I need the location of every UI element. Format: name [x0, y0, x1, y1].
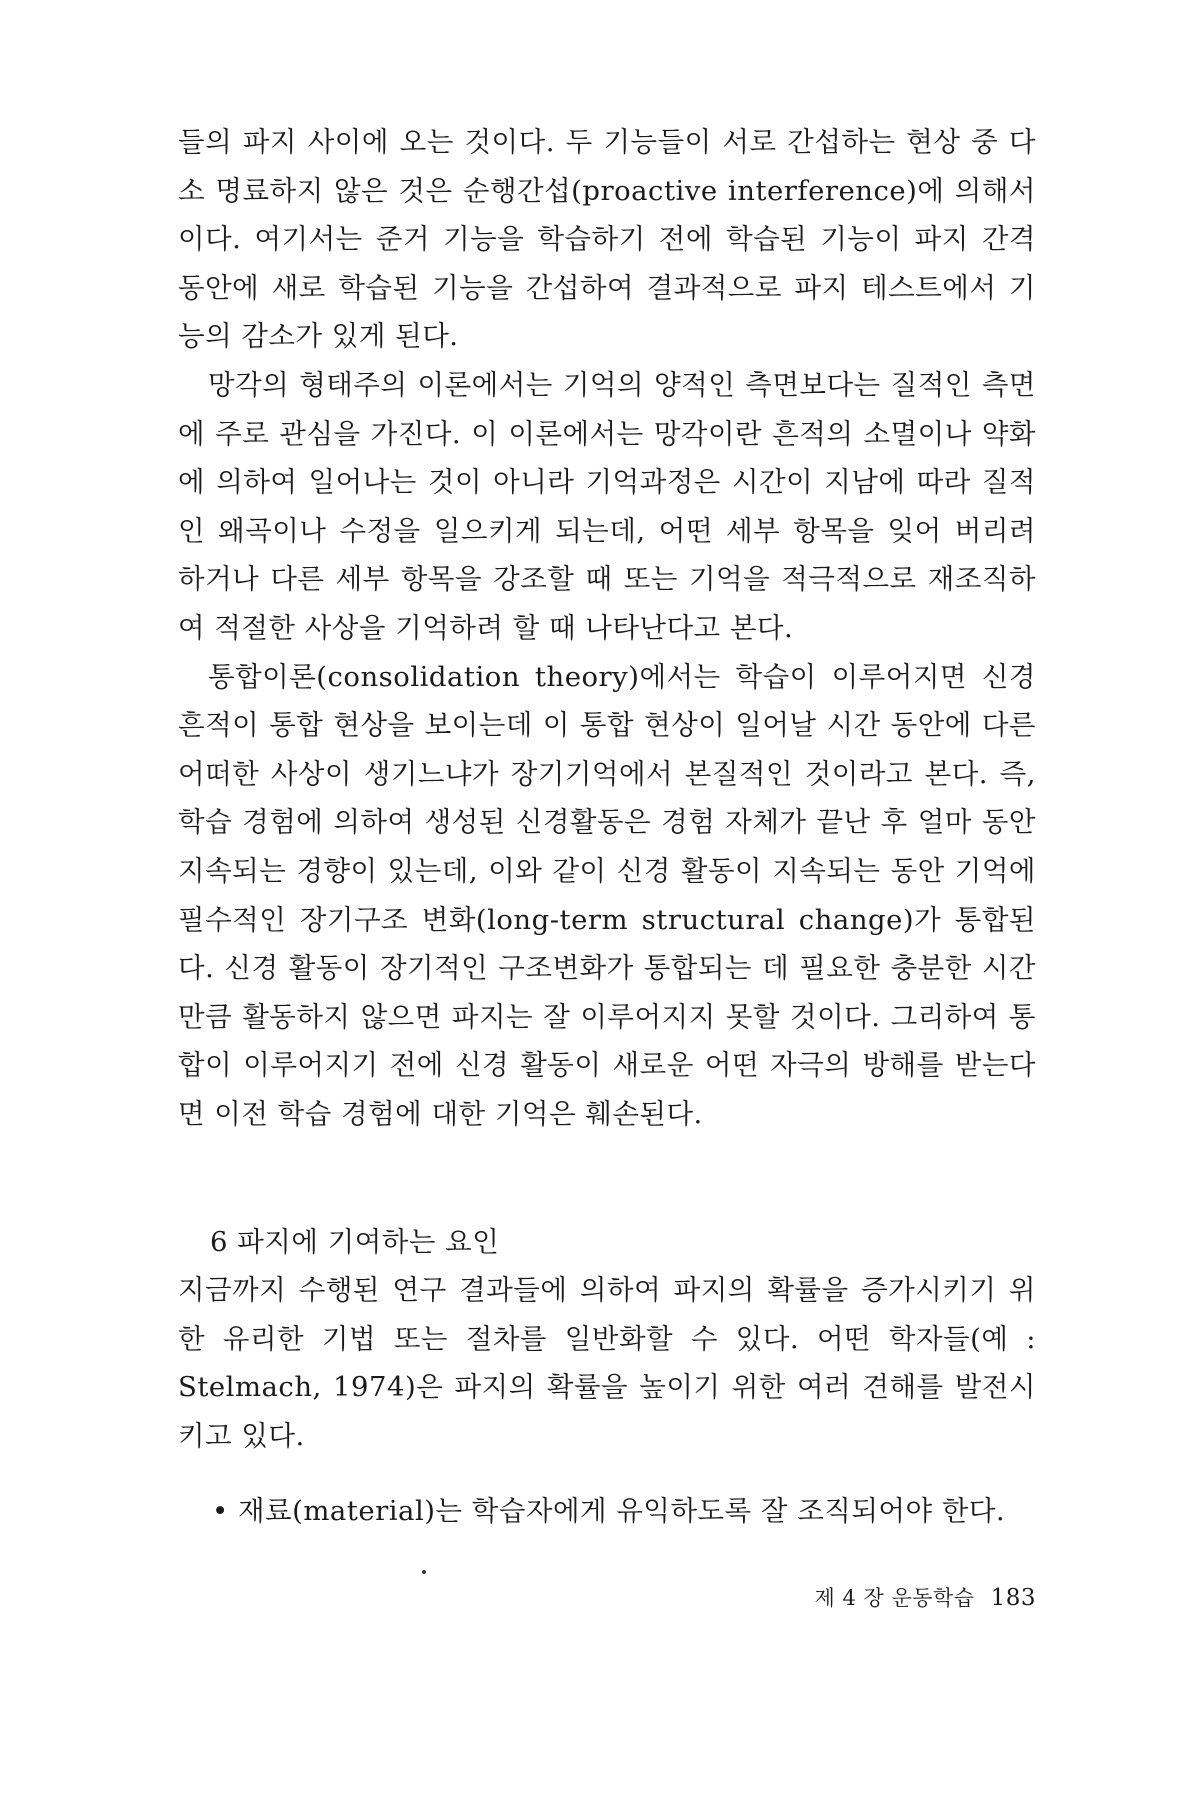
- paragraph-interference-continuation: 들의 파지 사이에 오는 것이다. 두 기능들이 서로 간섭하는 현상 중 다소 명료하지 않은 것은 순행간섭(proactive interference)에 의해서이다. 여기서는 준거 기능을 학습하기 전에 학습된 기능이 파지 간격 동안에 새로 학습된 기능을 간섭하여 결과적으로 파지 테스트에서 기능의 감소가 있게 된다.: [178, 126, 1036, 353]
- stray-ink-dot: [422, 1570, 426, 1574]
- paragraph-consolidation-theory: 통합이론(consolidation theory)에서는 학습이 이루어지면 신경 흔적이 통합 현상을 보이는데 이 통합 현상이 일어날 시간 동안에 다른 어떠한 사상이 생기느냐가 장기기억에서 본질적인 것이라고 본다. 즉, 학습 경험에 의하여 생성된 신경활동은 경험 자체가 끝난 후 얼마 동안 지속되는 경향이 있는데, 이와 같이 신경 활동이 지속되는 동안 기억에 필수적인 장기구조 변화(long-term structural change)가 통합된다. 신경 활동이 장기적인 구조변화가 통합되는 데 필요한 충분한 시간만큼 활동하지 않으면 파지는 잘 이루어지지 못할 것이다. 그리하여 통합이 이루어지기 전에 신경 활동이 새로운 어떤 자극의 방해를 받는다면 이전 학습 경험에 대한 기억은 훼손된다.: [178, 660, 1036, 1130]
- page-footer: [814, 1583, 1036, 1613]
- main-body-text: [178, 118, 1036, 1138]
- page-number: 183: [990, 1585, 1036, 1611]
- section-heading: 6 파지에 기여하는 요인: [210, 1226, 500, 1258]
- bullet-item: • 재료(material)는 학습자에게 유익하도록 잘 조직되어야 한다.: [212, 1495, 1006, 1527]
- section-body-paragraph: 지금까지 수행된 연구 결과들에 의하여 파지의 확률을 증가시키기 위한 유리한 기법 또는 절차를 일반화할 수 있다. 어떤 학자들(예 : Stelmach, 1974)은 파지의 확률을 높이기 위한 여러 견해를 발전시키고 있다.: [178, 1274, 1036, 1452]
- paragraph-gestalt-theory: 망각의 형태주의 이론에서는 기억의 양적인 측면보다는 질적인 측면에 주로 관심을 가진다. 이 이론에서는 망각이란 흔적의 소멸이나 약화에 의하여 일어나는 것이 아니라 기억과정은 시간이 지남에 따라 질적인 왜곡이나 수정을 일으키게 되는데, 어떤 세부 항목을 잊어 버리려 하거나 다른 세부 항목을 강조할 때 또는 기억을 적극적으로 재조직하여 적절한 사상을 기억하려 할 때 나타난다고 본다.: [178, 368, 1036, 644]
- chapter-running-title: 제 4 장 운동학습: [814, 1586, 975, 1610]
